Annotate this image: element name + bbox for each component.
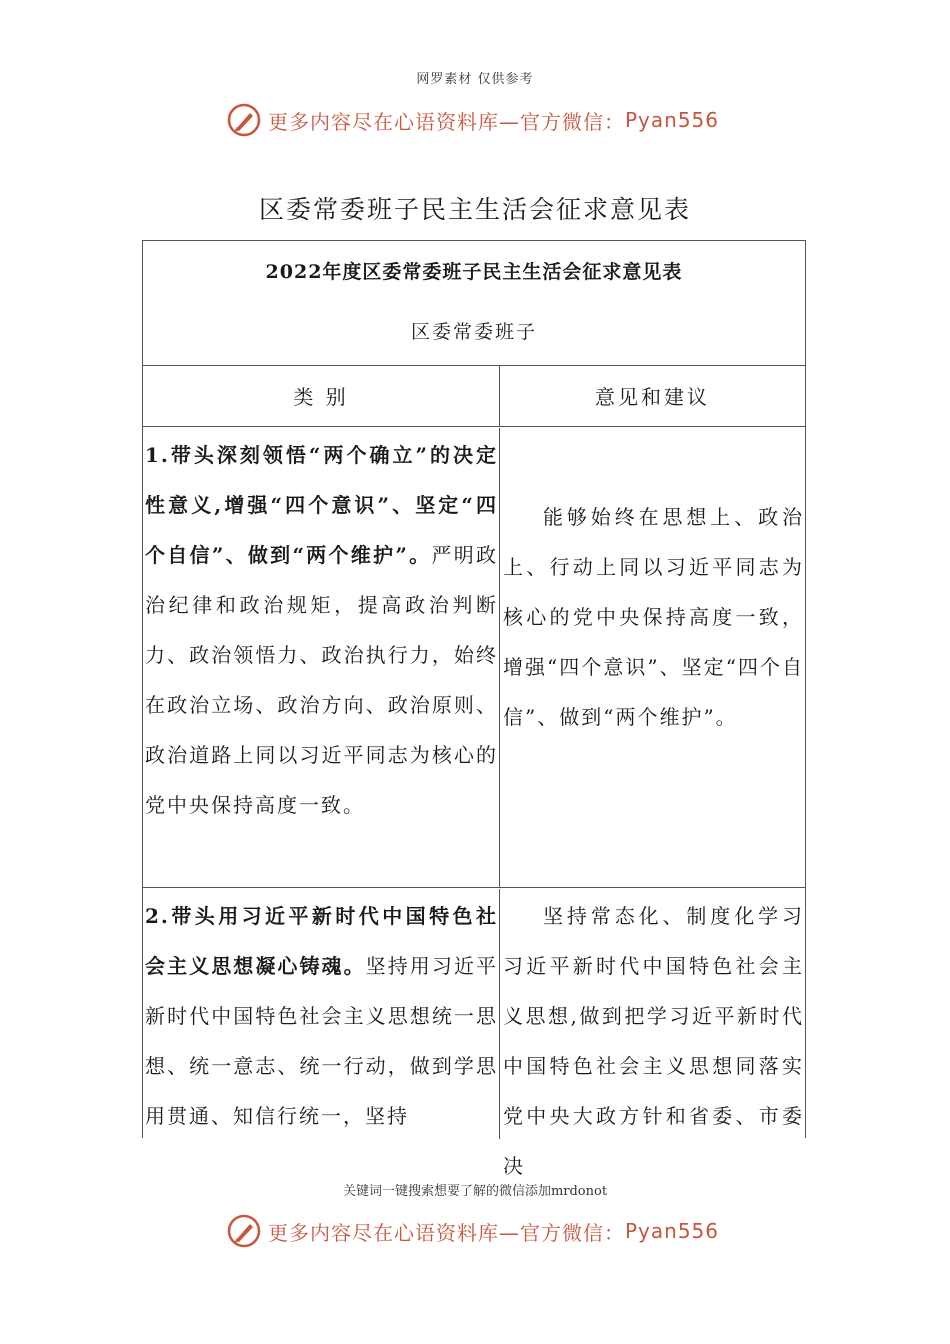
column-header-category: 类 别 bbox=[143, 365, 500, 427]
table-cell-opinion: 坚持常态化、制度化学习习近平新时代中国特色社会主义思想,做到把学习近平新时代中国特色社会主义思想同落实党中央大政方针和省委、市委决 bbox=[503, 904, 804, 1178]
promo-banner-text: 更多内容尽在心语资料库—官方微信： bbox=[268, 109, 625, 134]
footer-note: 关键词一键搜索想要了解的微信添加mrdonot bbox=[342, 1184, 608, 1199]
category-body: 严明政治纪律和政治规矩，提高政治判断力、政治领悟力、政治执行力，始终在政治立场、政治方向、政治原则、政治道路上同以习近平同志为核心的党中央保持高度一致。 bbox=[145, 543, 498, 817]
pen-nib-logo-icon bbox=[226, 1213, 262, 1249]
document-title: 区委常委班子民主生活会征求意见表 bbox=[258, 195, 691, 224]
table-header bbox=[143, 241, 805, 366]
pen-nib-logo-icon bbox=[226, 102, 262, 138]
category-body: 坚持用习近平新时代中国特色社会主义思想统一思想、统一意志、统一行动，做到学思用贯通、知信行统一，坚持 bbox=[145, 954, 499, 1128]
table-subtitle: 区委常委班子 bbox=[410, 321, 537, 343]
table-title: 2022年度区委常委班子民主生活会征求意见表 bbox=[265, 261, 683, 283]
column-header-opinion: 意见和建议 bbox=[500, 365, 805, 427]
category-heading: 1.带头深刻领悟“两个确立”的决定性意义,增强“四个意识”、坚定“四个自信”、做到“两个维护”。 bbox=[145, 443, 498, 567]
table-cell-category bbox=[143, 889, 500, 1139]
category-heading: 2.带头用习近平新时代中国特色社会主义思想凝心铸魂。 bbox=[145, 904, 498, 978]
opinion-table bbox=[142, 240, 806, 1178]
table-cell-category bbox=[143, 428, 500, 888]
source-notice: 网罗素材 仅供参考 bbox=[416, 72, 534, 87]
table-cell-opinion: 能够始终在思想上、政治上、行动上同以习近平同志为核心的党中央保持高度一致，增强“四个意识”、坚定“四个自信”、做到“两个维护”。 bbox=[500, 428, 805, 888]
promo-wechat-id: Pyan556 bbox=[625, 108, 720, 132]
promo-wechat-id: Pyan556 bbox=[625, 1219, 720, 1243]
promo-banner-bottom bbox=[226, 1211, 726, 1251]
promo-banner-top bbox=[226, 100, 726, 140]
promo-banner-text: 更多内容尽在心语资料库—官方微信： bbox=[268, 1220, 625, 1245]
